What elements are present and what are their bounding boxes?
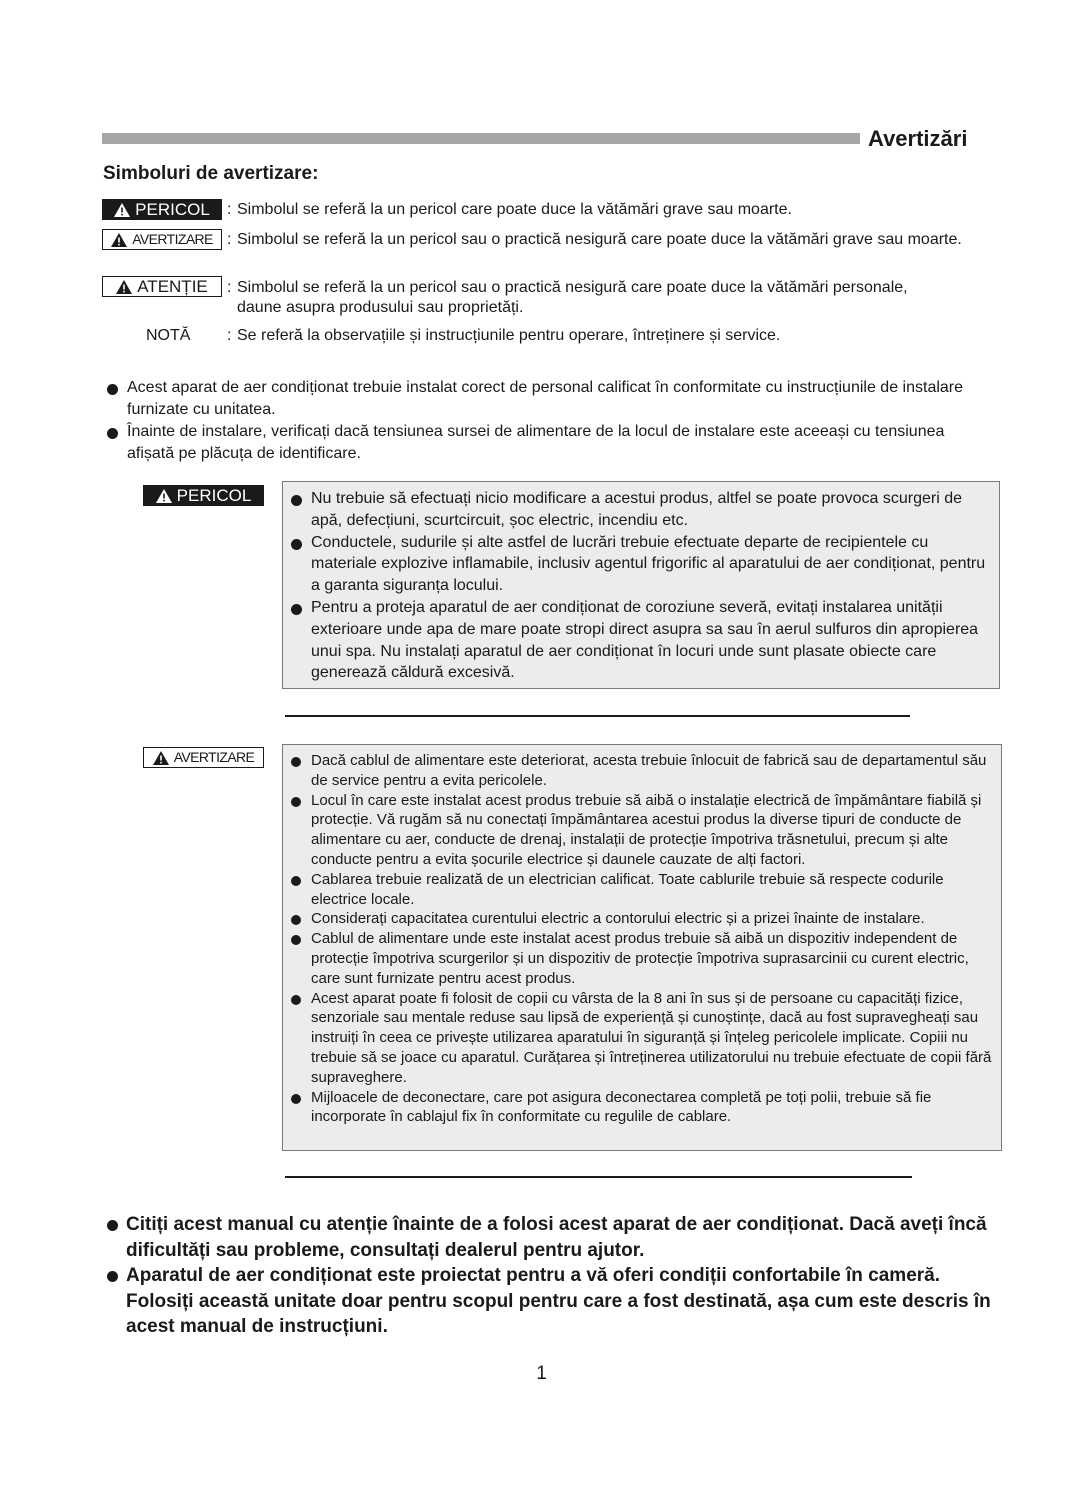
list-item: Considerați capacitatea curentului electric a contorului electric și a prizei înainte de instalare.	[289, 909, 995, 929]
list-item: Mijloacele de deconectare, care pot asigura deconectarea completă pe toți polii, trebuie să fie incorporate în cablajul fix în conformitate cu regulile de cablare.	[289, 1088, 995, 1128]
closing-bullet-list	[105, 1212, 1005, 1340]
colon: :	[227, 279, 232, 296]
symbol-description: Se referă la observațiile și instrucțiunile pentru operare, întreținere și service.	[237, 327, 781, 344]
warning-triangle-icon	[111, 233, 127, 247]
badge-avertizare	[143, 747, 264, 768]
warning-list	[289, 751, 995, 1127]
header-bar	[102, 133, 860, 144]
colon: :	[227, 327, 232, 344]
divider	[285, 715, 910, 717]
danger-box	[282, 481, 1000, 689]
warning-box	[282, 744, 1002, 1151]
list-item: Dacă cablul de alimentare este deteriorat, acesta trebuie înlocuit de fabrică sau de departamentul său de service pentru a evita pericolele.	[289, 751, 995, 791]
intro-bullet-list	[105, 377, 975, 465]
list-item: Acest aparat poate fi folosit de copii cu vârsta de la 8 ani în sus și de persoane cu capacități fizice, senzoriale sau mentale reduse sau lipsă de experiență și cunoștințe, dacă au fost supravegheați sau instruiți în ceea ce privește utilizarea aparatului în siguranță și înțeleg pericolele implicate. Copiii nu trebuie să se joace cu aparatul. Curățarea și întreținerea utilizatorului nu trebuie efectuate de copii fără supraveghere.	[289, 989, 995, 1088]
page-number: 1	[536, 1363, 547, 1384]
badge-label: AVERTIZARE	[173, 749, 255, 765]
symbol-description: Simbolul se referă la un pericol care poate duce la vătămări grave sau moarte.	[237, 201, 792, 218]
symbol-description: Simbolul se referă la un pericol sau o practică nesigură care poate duce la vătămări grave sau moarte.	[237, 231, 962, 248]
nota-label: NOTĂ	[146, 327, 191, 344]
list-item: Pentru a proteja aparatul de aer condiționat de coroziune severă, evitați instalarea unității exterioare unde apa de mare poate stropi direct asupra sa sau în aerul sulfuros din apropierea unui spa. Nu instalați aparatul de aer condiționat în locuri unde sunt plasate obiecte care generează căldură excesivă.	[289, 597, 993, 684]
list-item: Cablul de alimentare unde este instalat acest produs trebuie să aibă un dispozitiv independent de protecție împotriva scurgerilor și un dispozitiv de protecție împotriva suprasarcinii cu curent electric, care sunt furnizate pentru acest produs.	[289, 929, 995, 988]
section-title: Simboluri de avertizare:	[103, 163, 319, 184]
badge-pericol	[143, 485, 264, 506]
divider	[285, 1176, 912, 1178]
list-item: Nu trebuie să efectuați nicio modificare a acestui produs, altfel se poate provoca scurgeri de apă, defecțiuni, scurtcircuit, șoc electric, incendiu etc.	[289, 488, 993, 532]
list-item: Înainte de instalare, verificați dacă tensiunea sursei de alimentare de la locul de instalare este aceeași cu tensiunea afișată pe plăcuța de identificare.	[105, 421, 975, 465]
warning-triangle-icon	[116, 280, 132, 294]
badge-label: AVERTIZARE	[132, 231, 213, 247]
list-item: Aparatul de aer condiționat este proiectat pentru a vă oferi condiții confortabile în cameră. Folosiți această unitate doar pentru scopul pentru care a fost destinată, așa cum este descris în acest manual de instrucțiuni.	[105, 1263, 1005, 1340]
badge-pericol	[102, 199, 222, 220]
badge-label: PERICOL	[135, 200, 210, 219]
colon: :	[227, 231, 232, 248]
warning-triangle-icon	[114, 203, 130, 217]
badge-atentie	[102, 276, 222, 297]
warning-triangle-icon	[153, 751, 169, 765]
badge-label: PERICOL	[176, 486, 252, 505]
list-item: Cablarea trebuie realizată de un electrician calificat. Toate cablurile trebuie să respecte codurile electrice locale.	[289, 870, 995, 910]
list-item: Citiți acest manual cu atenție înainte de a folosi acest aparat de aer condiționat. Dacă aveți încă dificultăți sau probleme, consultați dealerul pentru ajutor.	[105, 1212, 1005, 1263]
badge-label: ATENȚIE	[137, 277, 208, 296]
list-item: Locul în care este instalat acest produs trebuie să aibă o instalație electrică de împământare fiabilă și protecție. Vă rugăm să nu conectați împământarea acestui produs la diverse tipuri de conducte de alimentare cu aer, conducte de drenaj, instalații de protecție împotriva trăsnetului, precum și alte conducte pentru a evita șocurile electrice și daunele cauzate de alți factori.	[289, 791, 995, 870]
badge-avertizare	[102, 229, 222, 250]
list-item: Acest aparat de aer condiționat trebuie instalat corect de personal calificat în conformitate cu instrucțiunile de instalare furnizate cu unitatea.	[105, 377, 975, 421]
warning-triangle-icon	[156, 489, 172, 503]
danger-list	[289, 488, 993, 684]
symbol-description: Simbolul se referă la un pericol sau o practică nesigură care poate duce la vătămări personale, daune asupra produsului sau proprietăți.	[237, 279, 908, 316]
list-item: Conductele, sudurile și alte astfel de lucrări trebuie efectuate departe de recipientele cu materiale explozive inflamabile, inclusiv agentul frigorific al aparatului de aer condiționat, pentru a garanta siguranța locului.	[289, 532, 993, 597]
page-title: Avertizări	[868, 126, 968, 151]
colon: :	[227, 201, 232, 218]
